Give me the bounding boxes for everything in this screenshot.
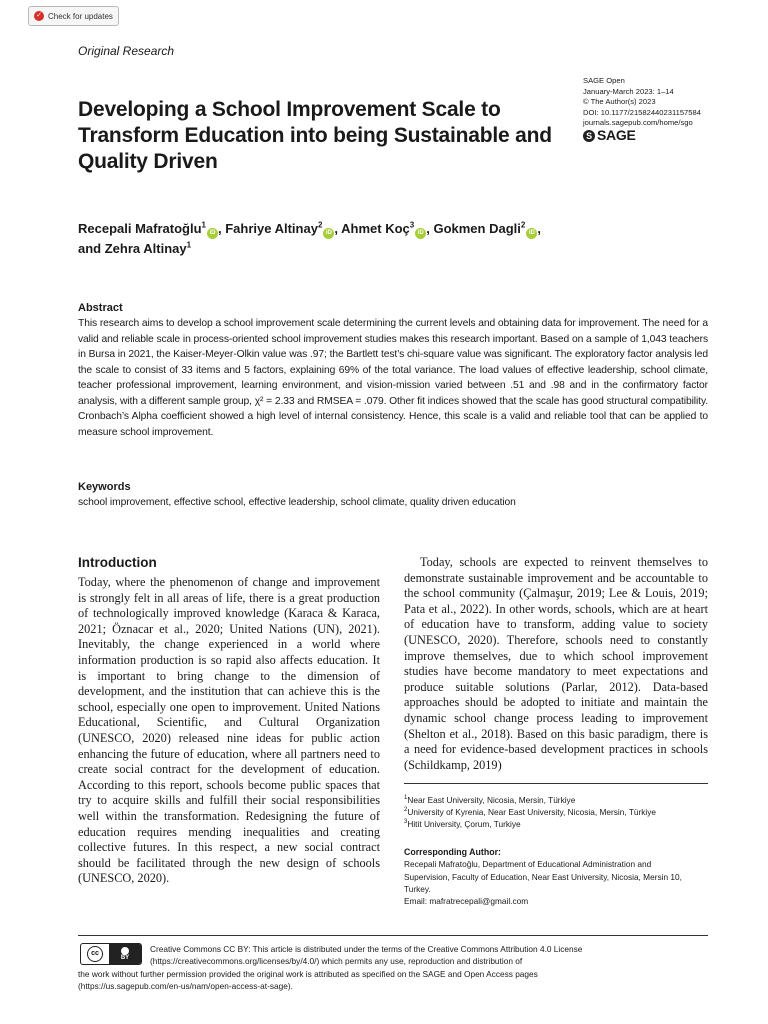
- article-title: Developing a School Improvement Scale to Transform Education into being Sustainable and Quality Driven: [78, 98, 552, 173]
- by-label: BY: [120, 955, 130, 961]
- journal-url[interactable]: journals.sagepub.com/home/sgo: [583, 118, 693, 127]
- journal-name: SAGE Open: [583, 76, 625, 85]
- orcid-icon[interactable]: iD: [526, 228, 537, 239]
- license-text: [78, 943, 708, 993]
- author-name: Recepali Mafratoğlu: [78, 221, 202, 236]
- keywords-section: [78, 481, 708, 511]
- affiliation-3: $^3$Hitit University, Çorum, Turkiye: [404, 819, 521, 829]
- right-column: [404, 555, 708, 773]
- license-line-2[interactable]: (https://creativecommons.org/licenses/by/4.0/) which permits any use, reproduction and distribution of: [150, 956, 523, 967]
- journal-info: [583, 76, 753, 142]
- author-name: Zehra Altinay: [104, 241, 187, 256]
- corresponding-author: [404, 846, 708, 907]
- affiliations: [404, 794, 708, 830]
- footnote-divider: [404, 783, 708, 784]
- author-list: [78, 219, 698, 258]
- corresponding-line-1: Recepali Mafratoğlu, Department of Educational Administration and: [404, 859, 652, 870]
- abstract-text: This research aims to develop a school improvement scale determining the current levels and obtaining data for improvement. The need for a valid and reliable scale in process-oriented school improvement studies makes this research important. Based on a sample of 1,043 teachers in Bursa in 2021, the Kaiser-Meyer-Olkin value was .97; the Bartlett test’s chi-square value was significant. The exploratory factor analysis led the scale to consist of 33 items and 5 factors, explaining 69% of the total variance. The load values of effective leadership, school climate, teacher professional improvement, learning environment, and vision-mission varied between .51 and .98 and in the confirmatory factor analysis, with a different sample group, χ² = 2.33 and RMSEA = .079. Other fit indices showed that the scale has good structural compatibility. Cronbach’s Alpha coefficient showed a high level of internal consistency. Hence, this scale is a valid and reliable tool that can be applied to measure school improvement.: [78, 318, 708, 438]
- abstract-section: [78, 302, 708, 440]
- author-name: Fahriye Altinay: [225, 221, 318, 236]
- author-affiliation-number: 2: [520, 220, 526, 230]
- affiliation-2: $^2$University of Kyrenia, Near East University, Nicosia, Mersin, Türkiye: [404, 807, 657, 817]
- author-separator: ,: [426, 221, 434, 236]
- license-line-3: the work without further permission provided the original work is attributed as specified on the SAGE and Open Access pages: [78, 968, 538, 979]
- corresponding-email[interactable]: Email: mafratrecepali@gmail.com: [404, 896, 529, 907]
- author-affiliation-number: 1: [186, 240, 192, 250]
- footer-divider: [78, 935, 708, 936]
- article-category: Original Research: [78, 44, 175, 58]
- author-affiliation-number: 2: [317, 220, 323, 230]
- journal-doi[interactable]: DOI: 10.1177/21582440231157584: [583, 107, 701, 117]
- sage-logo: [583, 127, 753, 144]
- abstract-heading: Abstract: [78, 302, 123, 314]
- corresponding-line-3: Turkey.: [404, 883, 431, 894]
- author-separator: ,: [217, 221, 226, 236]
- affiliation-1: $^1$Near East University, Nicosia, Mersin, Türkiye: [404, 795, 576, 805]
- keywords-heading: Keywords: [78, 481, 131, 493]
- check-for-updates-button[interactable]: [28, 6, 119, 26]
- license-line-4[interactable]: (https://us.sagepub.com/en-us/nam/open-access-at-sage).: [78, 981, 293, 992]
- author-affiliation-number: 3: [409, 220, 415, 230]
- cc-icon: cc: [87, 946, 103, 962]
- author-name: Gokmen Dagli: [433, 221, 521, 236]
- left-column: [78, 555, 380, 887]
- corresponding-heading: Corresponding Author:: [404, 847, 501, 857]
- author-affiliation-number: 1: [201, 220, 206, 230]
- author-separator: ,: [334, 221, 342, 236]
- license-line-1: Creative Commons CC BY: This article is distributed under the terms of the Creative Commons Attribution 4.0 License: [150, 944, 583, 954]
- author-separator: ,: [537, 221, 541, 236]
- keywords-text: school improvement, effective school, effective leadership, school climate, quality driven education: [78, 497, 516, 508]
- journal-copyright: © The Author(s) 2023: [583, 97, 656, 106]
- journal-issue: January-March 2023: 1–14: [583, 86, 674, 96]
- author-name: Ahmet Koç: [341, 221, 410, 236]
- orcid-icon[interactable]: iD: [323, 228, 334, 239]
- corresponding-line-2: Supervision, Faculty of Education, Near East University, Nicosia, Mersin 10,: [404, 871, 682, 882]
- author-and: and: [78, 241, 105, 256]
- check-for-updates-label: Check for updates: [48, 11, 113, 21]
- introduction-paragraph-1: Today, where the phenomenon of change and improvement is strongly felt in all areas of life, there is a great production of technologically improved knowledge (Karaca & Karaca, 2021; Öznacar et al., 2020; United Nations (UN), 2021). Inevitably, the change experienced in a world where information production is so rapid also affects education. It is important to bring change to the dimension of development, and the institution that can achieve this is the school, especially one open to improvement. United Nations Educational, Scientific, and Cultural Organization (UNESCO, 2020) released nine ideas for public action enhancing the future of education, where all partners need to create social contract for the development of education. According to this report, schools become public spaces that try to acquire skills and fulfill their social responsibilities well within the transformation. Redesigning the future of education requires mending inequalities and creating collective futures. In this respect, a new social contract should be facilitated through the new design of schools (UNESCO, 2020).: [78, 575, 380, 886]
- orcid-icon[interactable]: iD: [207, 228, 218, 239]
- update-icon: ✓: [34, 11, 44, 21]
- introduction-heading: Introduction: [78, 555, 157, 570]
- orcid-icon[interactable]: iD: [415, 228, 426, 239]
- sage-logo-icon: S: [583, 130, 595, 142]
- introduction-paragraph-2: Today, schools are expected to reinvent themselves to demonstrate sustainable improvement and be accountable to the school community (Çalmaşur, 2019; Lee & Louis, 2019; Pata et al., 2022). In other words, schools, which are at heart of education have to transform, adding value to society (UNESCO, 2020). Therefore, schools need to constantly improve themselves, due to which school improvement studies have become mandatory to meet expectations and produce suitable solutions (Parlar, 2012). Data-based approaches should be adopted to initiate and maintain the dynamic school change process leading to improvement (Shelton et al., 2018). Based on this basic paradigm, there is a need for evidence-based development practices in schools (Schildkamp, 2019): [404, 555, 708, 772]
- sage-logo-text: SAGE: [597, 127, 636, 144]
